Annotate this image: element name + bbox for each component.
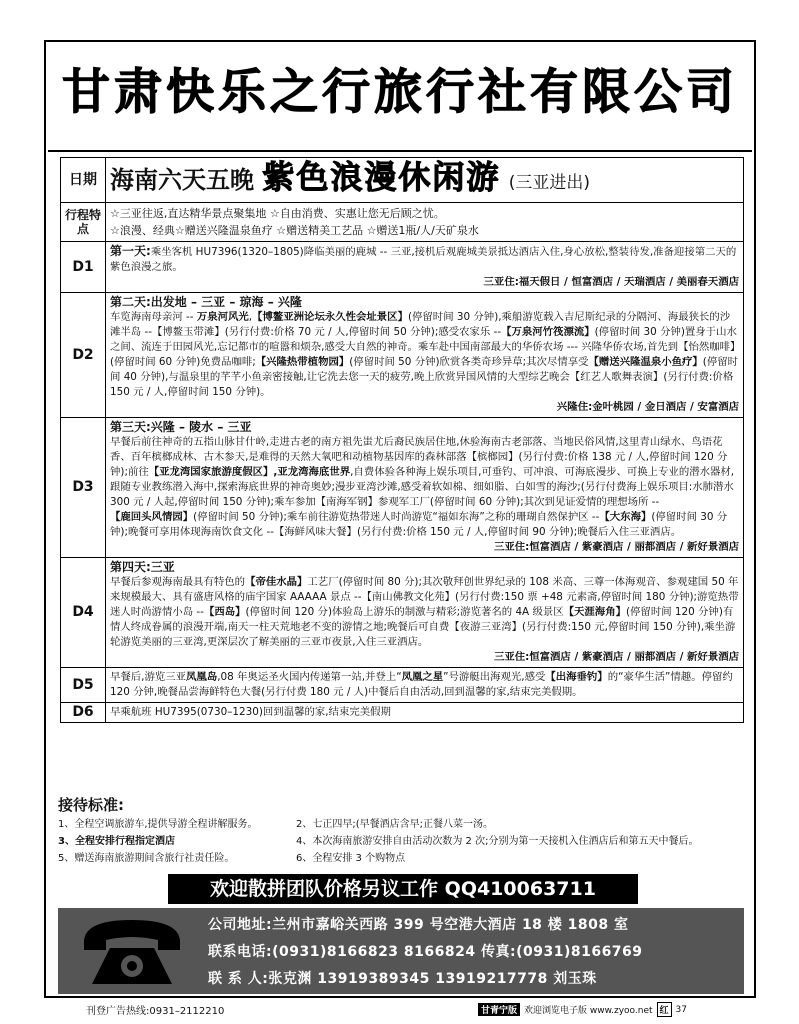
day-row-d3: [61, 418, 744, 558]
ad-hotline: 刊登广告热线:0931–2112210: [86, 1006, 225, 1017]
day-text: 早餐后,游览三亚凤凰岛,08 年奥运圣火国内传递第一站,并登上“凤凰之星”号游艇出海观光,感受【出海垂钓】的“豪华生活”情趣。停留约 120 分钟,晚餐品尝海鲜特色大餐(另行付费 180 元 / 人)中餐后自由活动,回到温馨的家,结束完美假期。: [110, 671, 733, 698]
scenic-spot: 【出海垂钓】: [545, 671, 608, 683]
day-text: 早餐后前往神奇的五指山脉甘什岭,走进古老的南方祖先蚩尤后裔民族居住地,休验海南古老部落、当地民俗风情,这里青山绿水、鸟语花香、百年槟榔成林、古木参天,是难得的天然大氧吧和动植物基因库的森林部落【槟榔园】(另行付费:价格 138 元 / 人,停留时间 120 分钟);前往【亚龙湾国家旅游度假区】,亚龙湾海底世界,自费体验各种海上娱乐项目,可垂钓、可冲浪、可海底漫步、可换上专业的潜水器材,跟随专业教练潜入海中,探索海底世界的神奇奥妙;漫步亚湾沙滩,感受着软如棉、细如脂、白如雪的海沙;(另行付费海上娱乐项目:水肺潜水 300 元 / 人起,停留时间 150 分钟);乘车参加【南海军钢】参观军工厂(停留时间 60 分钟);其次到见证爱情的理想场所 --【鹿回头风情园】(停留时间 50 分钟);乘车前往游览热带迷人时尚游览“福如东海”之称的珊瑚自然保护区 --【大东海】(停留时间 30 分钟);晚餐可享用体现海南饮食文化 --【海鲜风味大餐】(另行付费:价格 150 元 / 人,停留时间 90 分钟);晚餐后入住三亚酒店。: [110, 436, 735, 538]
features-line-1: ☆三亚往返,直达精华景点聚集地 ☆自由消费、实惠让您无后顾之忧。: [110, 207, 445, 220]
scenic-spot: 【万泉河竹筏漂流】: [501, 326, 595, 338]
standards-list: [58, 816, 748, 867]
day-hotels: 三亚住:恒富酒店 / 紫豪酒店 / 丽都酒店 / 新好景酒店: [493, 651, 739, 663]
standard-item: 2、七正四早;(早餐酒店含早;正餐八菜一汤。: [296, 819, 494, 830]
standard-item: 3、全程安排行程指定酒店: [58, 836, 175, 847]
agency-name: 甘肃快乐之行旅行社有限公司: [61, 64, 738, 120]
day-title: 第三天:兴隆 – 陵水 – 三亚: [110, 420, 252, 434]
day-title: 第二天:出发地 – 三亚 – 琼海 – 兴隆: [110, 295, 302, 309]
website-text: 欢迎浏览电子版 www.zyoo.net: [524, 1006, 653, 1016]
scenic-spot: 【博鳌亚洲论坛永久性会址景区】: [252, 311, 408, 323]
tour-route: 海南六天五晚: [110, 165, 254, 194]
features-cell: [106, 203, 744, 242]
day-row-d4: [61, 558, 744, 668]
contact-box: [58, 908, 744, 994]
standards-title: 接待标准:: [58, 796, 124, 814]
scenic-spot: 【赠送兴隆温泉小鱼疗】: [588, 356, 703, 368]
day-row-d1: [61, 242, 744, 293]
itinerary-table: [60, 157, 744, 723]
day-text: 乘坐客机 HU7396(1320–1805)降临美丽的鹿城 -- 三亚,接机后观鹿城美景抵达酒店入住,身心放松,整装待发,准备迎接第二天的紫色浪漫之旅。: [110, 246, 737, 273]
day-content: [106, 558, 744, 668]
day-hotels: 兴隆住:金叶桃园 / 金日酒店 / 安富酒店: [556, 401, 739, 413]
contact-phones: 联系电话:(0931)8166823 8166824 传真:(0931)8166769: [208, 944, 643, 960]
day-label: D1: [61, 242, 106, 293]
standard-item: 5、赠送海南旅游期间含旅行社责任险。: [58, 853, 235, 864]
day-label: D3: [61, 418, 106, 558]
scenic-spot: 【亚龙湾国家旅游度假区】,亚龙湾海底世界: [148, 466, 351, 478]
day-title: 第一天:: [110, 244, 151, 258]
day-content: [106, 418, 744, 558]
day-hotels: 三亚住:恒富酒店 / 紫豪酒店 / 丽都酒店 / 新好景酒店: [493, 541, 739, 553]
day-text: 早乘航班 HU7395(0730–1230)回到温馨的家,结束完美假期: [110, 706, 391, 718]
scenic-spot: 【鹿回头风情园】: [110, 511, 194, 523]
standard-item: 1、全程空调旅游车,提供导游全程讲解服务。: [58, 819, 258, 830]
day-content: [106, 293, 744, 418]
title-row: [61, 158, 744, 203]
tour-theme: 紫色浪漫休闲游: [262, 157, 501, 196]
features-label: 行程特点: [61, 203, 106, 242]
scenic-spot: 凤凰岛: [186, 671, 218, 683]
tour-entry: (三亚进出): [508, 172, 590, 193]
scenic-spot: 【西岛】: [203, 606, 246, 618]
day-title: 第四天:三亚: [110, 560, 175, 574]
standard-item: 6、全程安排 3 个购物点: [296, 853, 406, 864]
page-number: 37: [675, 1004, 687, 1015]
company-address: 公司地址:兰州市嘉峪关西路 399 号空港大酒店 18 楼 1808 室: [208, 917, 629, 933]
day-row-d2: [61, 293, 744, 418]
day-row-d5: [61, 668, 744, 703]
day-label: D5: [61, 668, 106, 703]
scenic-spot: 【天涯海角】: [563, 606, 626, 618]
header-divider: [48, 150, 752, 152]
day-label: D2: [61, 293, 106, 418]
day-content: [106, 703, 744, 723]
day-label: D6: [61, 703, 106, 723]
contact-people: 联 系 人:张克渊 13919389345 13919217778 刘玉珠: [208, 971, 597, 987]
scenic-spot: 【兴隆热带植物园】: [255, 356, 350, 368]
day-row-d6: [61, 703, 744, 723]
footer-right: [478, 1002, 687, 1017]
day-label: D4: [61, 558, 106, 668]
tour-title: [106, 158, 744, 203]
standard-item: 4、本次海南旅游安排自由活动次数为 2 次;分别为第一天接机入住酒店后和第五天中餐后。: [296, 836, 699, 847]
promo-banner: 欢迎散拼团队价格另议工作 QQ410063711: [168, 874, 638, 904]
day-hotels: 三亚住:福天假日 / 恒富酒店 / 天瑞酒店 / 美丽春天酒店: [483, 276, 739, 288]
features-row: [61, 203, 744, 242]
scenic-spot: 【帝佳水晶】: [245, 576, 308, 588]
scenic-spot: 万泉河风光: [196, 311, 249, 323]
day-text: 早餐后参观海南最具有特色的【帝佳水晶】工艺厂(停留时间 80 分);其次敬拜创世界纪录的 108 米高、三尊一体海观音、参观建国 50 年来规模最大、具有盛唐风格的庙宇国家 AAAAA 景点 --【南山佛教文化苑】(另行付费:150 票 +48 元素斋,停留时间 180 分钟);游览热带迷人时尚游情小岛 --【西岛】(停留时间 120 分)体验岛上游乐的制激与精彩;游览著名的 4A 级景区【天涯海角】(停留时间 120 分钟)有情人终成眷属的浪漫开端,南天一柱天荒地老不变的游情之地;晚餐后可自费【夜游三亚湾】(另行付费:150 元,停留时间 150 分钟),乘坐游轮游览美丽的三亚湾,更深层次了解美丽的三亚市夜景,入住三亚酒店。: [110, 576, 739, 648]
date-label: 日期: [61, 158, 106, 203]
telephone-icon: [76, 912, 188, 992]
day-content: [106, 668, 744, 703]
scenic-spot: 凤凰之星: [401, 671, 444, 683]
scenic-spot: 【大东海】: [599, 511, 652, 523]
edition-mark: 红: [657, 1002, 672, 1017]
page-frame: [44, 40, 756, 998]
day-text: 车览海南母亲河 -- 万泉河风光,【博鳌亚洲论坛永久性会址景区】(停留时间 30 分钟),乘船游览载入吉尼斯纪录的分隔河、海最狭长的沙滩半岛 --【博鳌玉带滩】(另行付费:价格 70 元 / 人,停留时间 50 分钟);感受农家乐 --【万泉河竹筏漂流】(停留时间 30 分钟)置身于山水之间、流连于田园风光,忘记都市的喧嚣和烦杂,感受大自然的神奇。乘车赴中国南部最大的华侨农场 --- 兴隆华侨农场,首先到【怡然咖啡】(停留时间 60 分钟)免费品咖啡;【兴隆热带植物园】(停留时间 50 分钟)欣赏各类奇珍异草;其次尽情享受【赠送兴隆温泉小鱼疗】(停留时间 40 分钟),与温泉里的芊芊小鱼亲密接触,让它洗去您一天的疲劳,晚上欣赏异国风情的大型综艺晚会【红艺人歌舞表演】(另行付费:价格 150 元 / 人,停留时间 150 分钟)。: [110, 311, 739, 398]
edition-badge: 甘青宁版: [478, 1003, 520, 1016]
features-line-2: ☆浪漫、经典☆赠送兴隆温泉鱼疗 ☆赠送精美工艺品 ☆赠送1瓶/人/天矿泉水: [110, 224, 479, 237]
day-content: [106, 242, 744, 293]
